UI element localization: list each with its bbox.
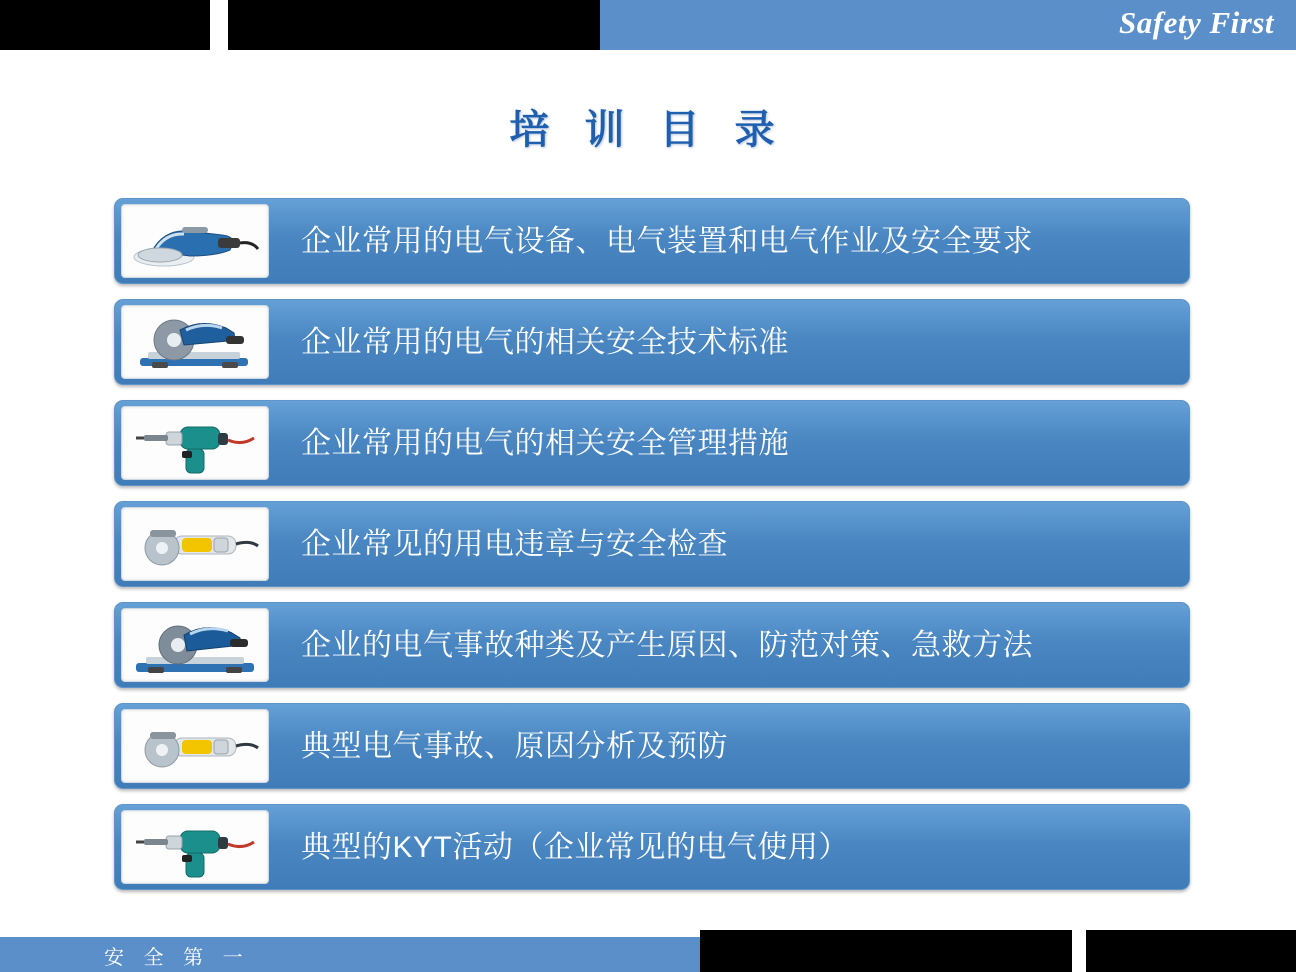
list-item[interactable]	[114, 501, 1190, 587]
list-item-label: 企业常用的电气的相关安全技术标准	[301, 325, 789, 359]
list-item-label: 典型电气事故、原因分析及预防	[301, 729, 728, 763]
list-item[interactable]	[114, 602, 1190, 688]
list-item-label: 企业常用的电气的相关安全管理措施	[301, 426, 789, 460]
top-bar-white-gap	[210, 0, 228, 50]
top-bar-black-block-center	[228, 0, 600, 50]
list-item[interactable]	[114, 299, 1190, 385]
angle-grinder-icon	[121, 507, 269, 581]
footer-white-strip	[0, 930, 700, 937]
angle-grinder-icon	[121, 709, 269, 783]
header-title: Safety First	[1119, 5, 1274, 40]
page-title: 培 训 目 录	[509, 108, 787, 152]
electric-drill-icon	[121, 406, 269, 480]
cutoff-saw-icon	[121, 305, 269, 379]
list-item[interactable]	[114, 703, 1190, 789]
footer-white-gap	[1072, 930, 1086, 972]
list-item-label: 典型的KYT活动（企业常见的电气使用）	[301, 830, 849, 864]
list-item-label: 企业的电气事故种类及产生原因、防范对策、急救方法	[301, 628, 1033, 662]
list-item[interactable]	[114, 198, 1190, 284]
list-item[interactable]	[114, 804, 1190, 890]
footer-black-block-right	[1086, 930, 1296, 972]
list-item-label: 企业常用的电气设备、电气装置和电气作业及安全要求	[301, 224, 1033, 258]
agenda-list	[114, 198, 1190, 905]
electric-drill-icon	[121, 810, 269, 884]
list-item-label: 企业常见的用电违章与安全检查	[301, 527, 728, 561]
list-item[interactable]	[114, 400, 1190, 486]
angle-polisher-icon	[121, 204, 269, 278]
footer-text: 安 全 第 一	[104, 947, 250, 969]
footer-black-block-center	[700, 930, 1072, 972]
chop-saw-icon	[121, 608, 269, 682]
top-bar	[0, 0, 1296, 50]
top-bar-black-block-left	[0, 0, 210, 50]
footer-bar	[0, 930, 1296, 972]
